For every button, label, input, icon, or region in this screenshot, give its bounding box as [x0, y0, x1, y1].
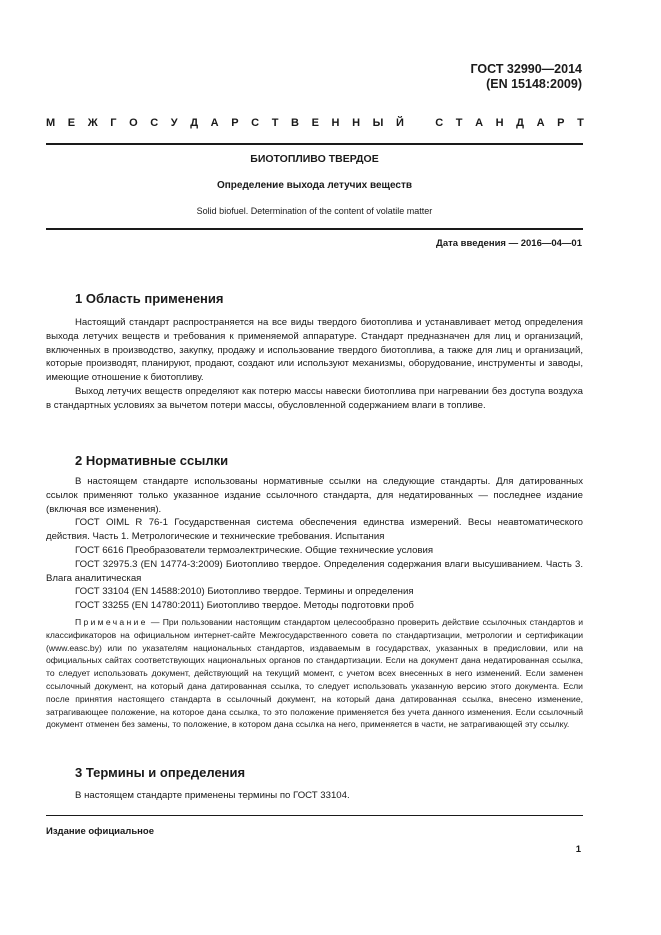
banner-letter: У — [170, 117, 178, 129]
banner-letter: Н — [352, 117, 361, 129]
banner-letter: В — [291, 117, 299, 129]
banner-letter: Д — [190, 117, 199, 129]
references-note — [46, 616, 583, 731]
banner-gap — [416, 117, 422, 129]
paragraph: Выход летучих веществ определяют как потерю массы навески биотоплива при нагревании без доступа воздуха в стандартных условиях за вычетом потери массы, обусловленной содержанием влаги в топливе. — [46, 385, 583, 411]
section-3-heading: 3 Термины и определения — [75, 765, 246, 780]
reference-item: ГОСТ 6616 Преобразователи термоэлектрические. Общие технические условия — [75, 544, 434, 556]
banner-letter: М — [46, 117, 56, 129]
paragraph: В настоящем стандарте использованы нормативные ссылки на следующие стандарты. Для датированных ссылок применяют только указанное издание ссылочного стандарта, для недатированных — последнее издание (включая все изменения). — [46, 476, 583, 515]
introduction-date: Дата введения — 2016—04—01 — [436, 238, 582, 249]
banner-letter: Й — [395, 117, 404, 129]
interstate-standard-banner — [46, 117, 584, 129]
title-divider — [46, 228, 583, 230]
banner-letter: А — [536, 117, 545, 129]
banner-letter: Т — [271, 117, 279, 129]
banner-letter: А — [210, 117, 219, 129]
reference-item: ГОСТ 32975.3 (EN 14774-3:2009) Биотопливо твердое. Определения содержания влаги высушиванием. Часть 3. Влага аналитическая — [46, 558, 583, 584]
reference-item: ГОСТ 33255 (EN 14780:2011) Биотопливо твердое. Методы подготовки проб — [75, 600, 414, 612]
reference-item: ГОСТ 33104 (EN 14588:2010) Биотопливо твердое. Термины и определения — [75, 586, 414, 598]
standard-number: ГОСТ 32990—2014 — [470, 62, 582, 76]
banner-letter: Р — [557, 117, 565, 129]
note-paragraph — [46, 616, 583, 731]
section-2-body — [46, 475, 583, 613]
banner-letter: Д — [516, 117, 525, 129]
note-text: — При пользовании настоящим стандартом целесообразно проверить действие ссылочных стандартов и классификаторов на официальном интернет-сайте Межгосударственного совета по стандартизации, метрологии и сертификации (www.easc.by) или по указателям национальных стандартов, издаваемым в государствах, указанных в предисловии, или на официальных сайтах соответствующих национальных органов по стандартизации. Если на документ дана недатированная ссылка, то следует использовать документ, действующий на текущий момент, с учетом всех внесенных в него изменений. Если заменен ссылочный документ, на который дана датированная ссылка, то следует использовать указанную версию этого документа. Если после принятия настоящего стандарта в ссылочный документ, на который дана датированная ссылка, внесено изменение, затрагивающее положение, на которое дана ссылка, то это положение применяется без учета данного изменения. Если ссылочный документ отменен без замены, то положение, в котором дана ссылка на него, применяется в части, не затрагивающей эту ссылку. — [46, 617, 583, 730]
english-title: Solid biofuel. Determination of the content of volatile matter — [196, 206, 433, 216]
banner-letter: А — [475, 117, 484, 129]
banner-letter: Е — [67, 117, 76, 129]
en-number: (EN 15148:2009) — [486, 77, 582, 91]
banner-letter: О — [129, 117, 138, 129]
standard-identifier — [470, 62, 582, 92]
document-title: БИОТОПЛИВО ТВЕРДОЕ — [250, 153, 379, 165]
reference-item: ГОСТ OIML R 76-1 Государственная система обеспечения единства измерений. Весы неавтоматического действия. Часть 1. Метрологические и технические требования. Испытания — [46, 517, 583, 543]
banner-letter: Е — [311, 117, 319, 129]
banner-letter: Т — [577, 117, 584, 129]
page-number: 1 — [575, 844, 581, 855]
banner-letter: Р — [231, 117, 239, 129]
banner-letter: Т — [455, 117, 463, 129]
banner-letter: С — [251, 117, 260, 129]
banner-letter: Н — [331, 117, 340, 129]
footer-divider — [46, 815, 583, 816]
section-1-body — [46, 316, 583, 413]
paragraph: В настоящем стандарте применены термины по ГОСТ 33104. — [75, 790, 350, 801]
document-subtitle: Определение выхода летучих веществ — [216, 180, 413, 191]
banner-letter: Ж — [87, 117, 98, 129]
banner-letter: Г — [110, 117, 117, 129]
official-edition-label: Издание официальное — [46, 826, 154, 837]
banner-letter: Н — [495, 117, 504, 129]
note-label: Примечание — [75, 617, 148, 627]
paragraph: Настоящий стандарт распространяется на все виды твердого биотоплива и устанавливает метод определения выхода летучих веществ и требования к применяемой аппаратуре. Стандарт предназначен для лиц и организаций, включенных в производство, закупку, продажу и использование твердого биотоплива, а также для лиц и организаций, которые производят, планируют, продают, создают или используют механизмы, оборудование, инструменты и заводы, имеющие отношение к биотопливу. — [46, 317, 583, 384]
header-divider — [46, 143, 583, 145]
banner-letter: С — [150, 117, 159, 129]
section-3-body — [46, 789, 583, 803]
section-2-heading: 2 Нормативные ссылки — [75, 453, 229, 468]
section-1-heading: 1 Область применения — [75, 291, 224, 306]
banner-letter: Ы — [372, 117, 384, 129]
banner-letter: С — [435, 117, 444, 129]
